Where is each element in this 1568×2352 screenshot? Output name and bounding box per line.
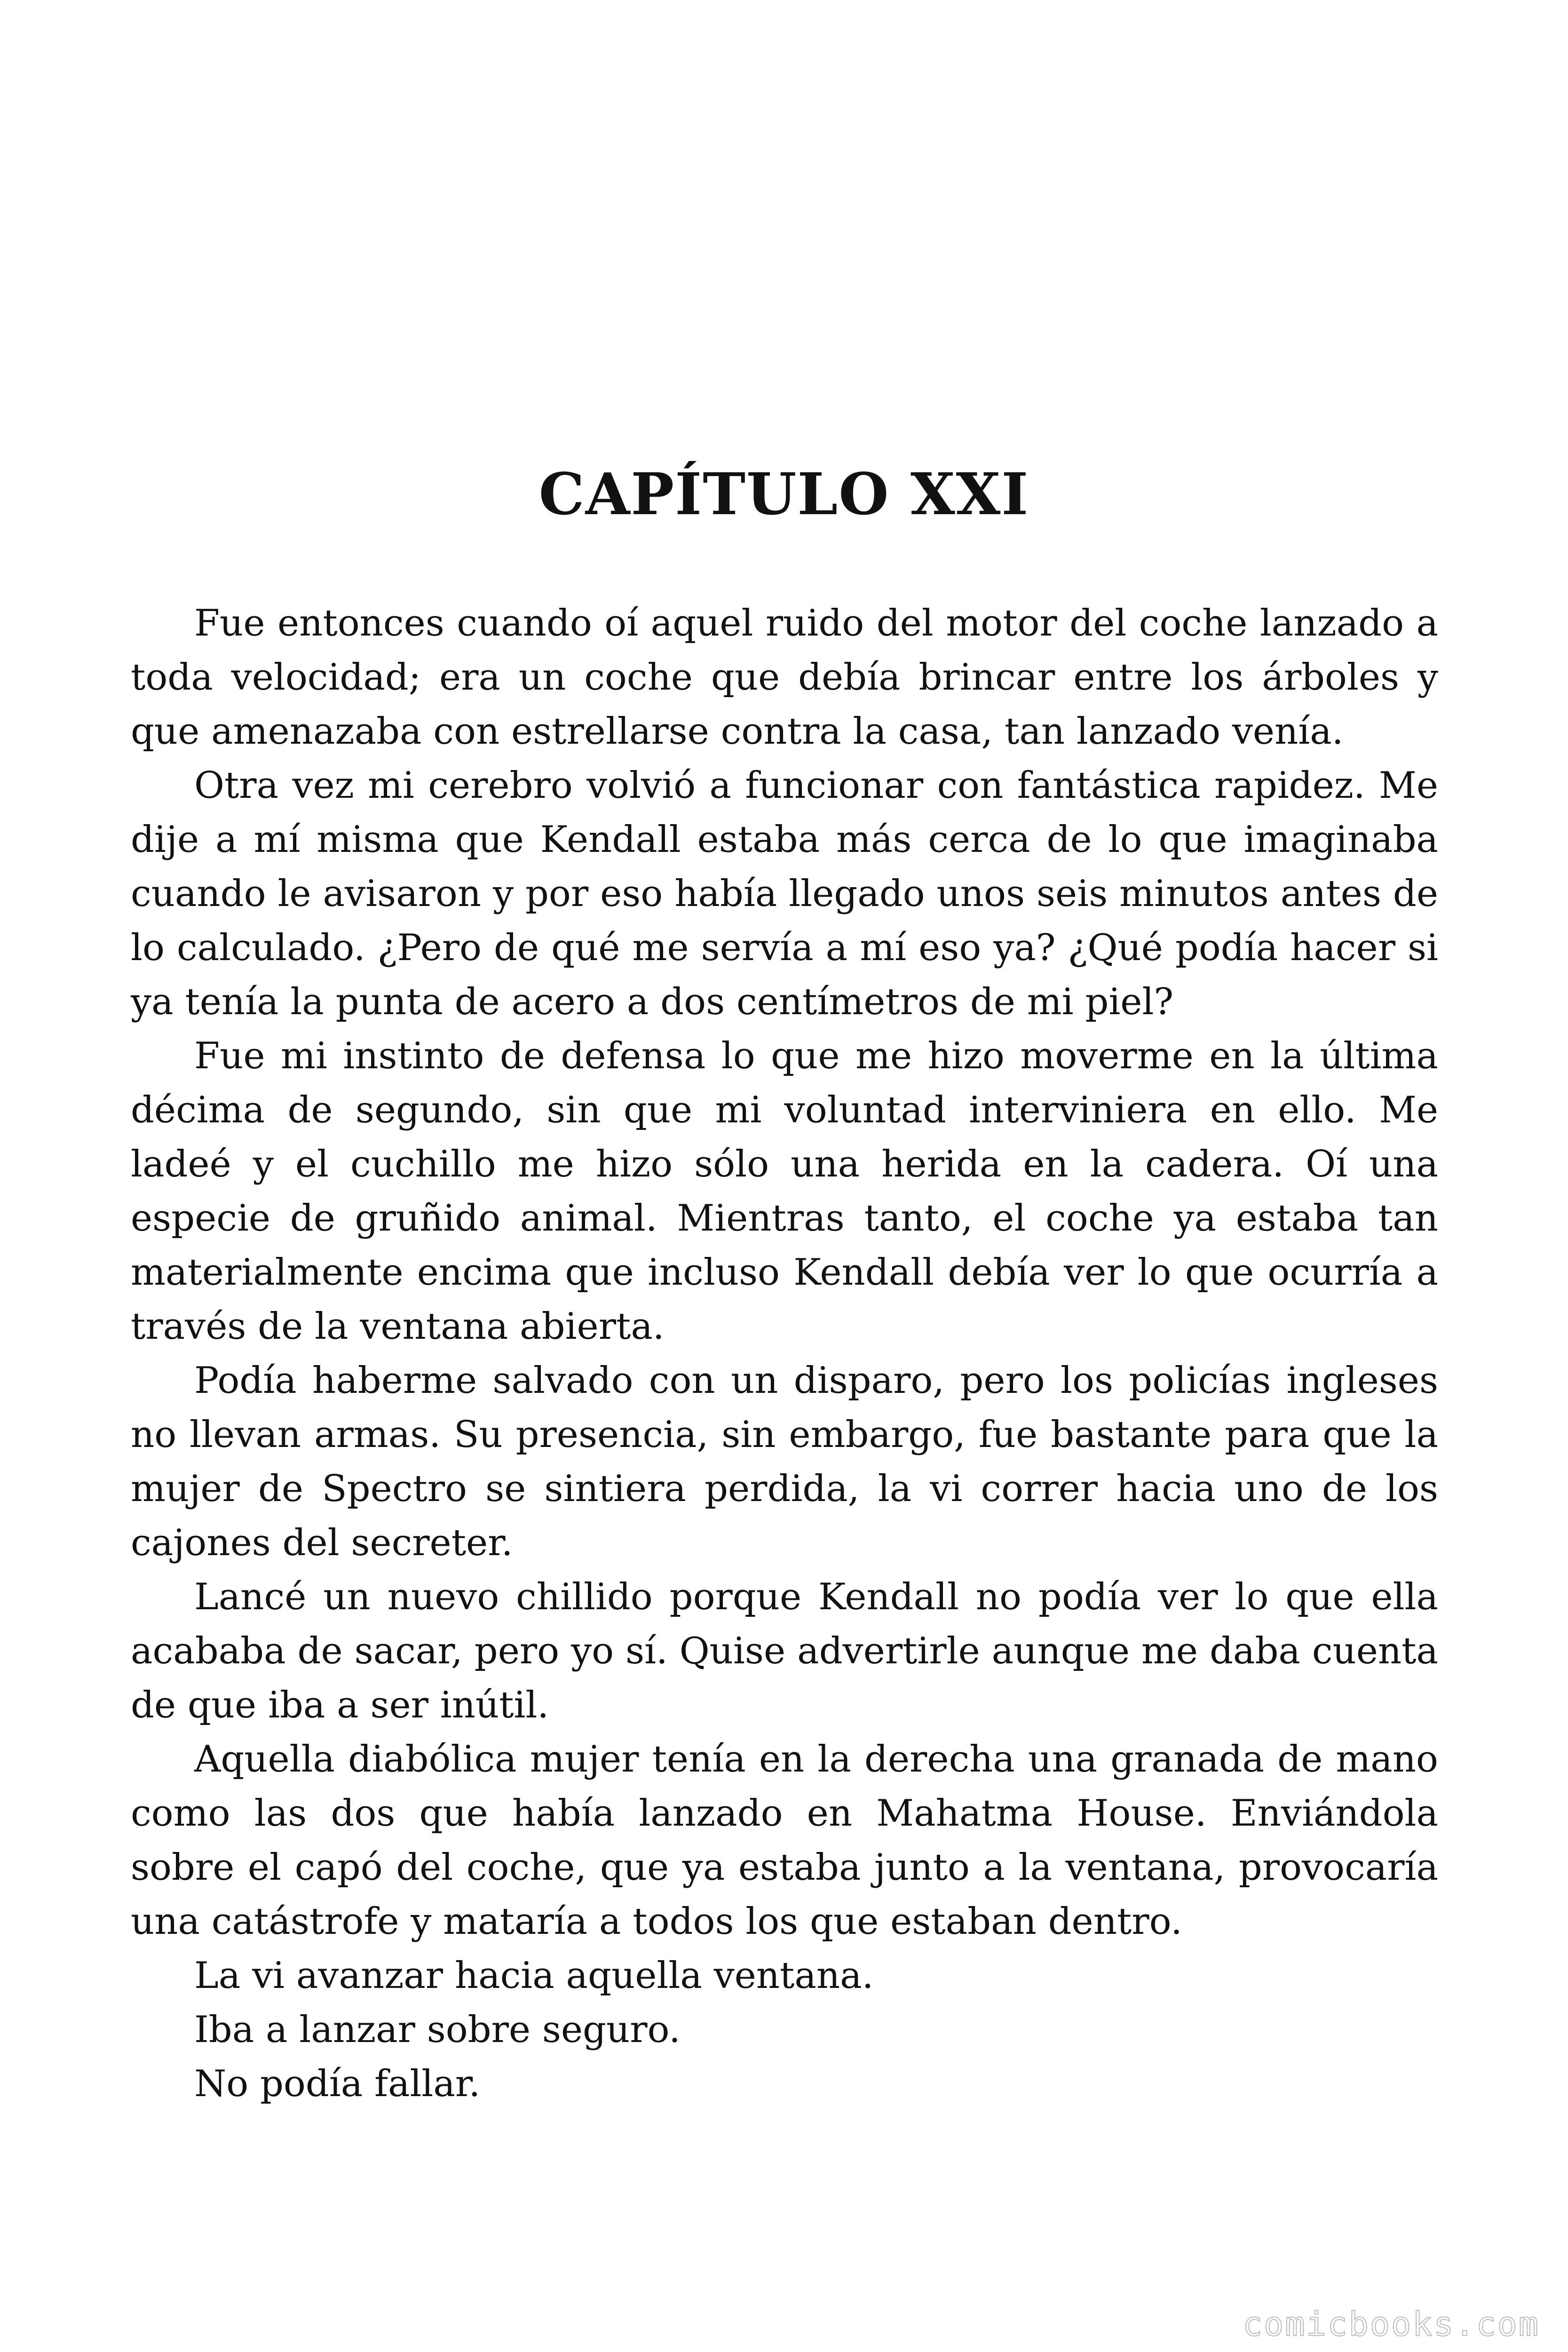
paragraph: No podía fallar. bbox=[194, 2063, 481, 2105]
paragraph: Iba a lanzar sobre seguro. bbox=[194, 2009, 681, 2051]
paragraph: Fue entonces cuando oí aquel ruido del motor del coche lanzado a toda velocidad; era un coche que debía brincar entre los árboles y que amenazaba con estrellarse contra la casa, tan lanzado venía. bbox=[131, 602, 1438, 753]
paragraph: Fue mi instinto de defensa lo que me hizo moverme en la última décima de segundo, sin que mi voluntad interviniera en ello. Me ladeé y el cuchillo me hizo sólo una herida en la cadera. Oí una especie de gruñido animal. Mientras tanto, el coche ya estaba tan materialmente encima que incluso Kendall debía ver lo que ocurría a través de la ventana abierta. bbox=[131, 1035, 1438, 1348]
chapter-title: CAPÍTULO XXI bbox=[539, 460, 1029, 528]
paragraph: Otra vez mi cerebro volvió a funcionar con fantástica rapidez. Me dije a mí misma que Kendall estaba más cerca de lo que imaginaba cuando le avisaron y por eso había llegado unos seis minutos antes de lo calculado. ¿Pero de qué me servía a mí eso ya? ¿Qué podía hacer si ya tenía la punta de acero a dos centímetros de mi piel? bbox=[131, 764, 1438, 1023]
paragraph: La vi avanzar hacia aquella ventana. bbox=[194, 1955, 874, 1997]
paragraph: Aquella diabólica mujer tenía en la derecha una granada de mano como las dos que había lanzado en Mahatma House. Enviándola sobre el capó del coche, que ya estaba junto a la ventana, provocaría una catástrofe y mataría a todos los que estaban dentro. bbox=[131, 1738, 1438, 1943]
chapter-body bbox=[131, 596, 1438, 2111]
watermark: comicbooks.com bbox=[1242, 2305, 1540, 2344]
paragraph: Podía haberme salvado con un disparo, pero los policías ingleses no llevan armas. Su presencia, sin embargo, fue bastante para que la mujer de Spectro se sintiera perdida, la vi correr hacia uno de los cajones del secreter. bbox=[131, 1359, 1438, 1564]
paragraph: Lancé un nuevo chillido porque Kendall no podía ver lo que ella acababa de sacar, pero yo sí. Quise advertirle aunque me daba cuenta de que iba a ser inútil. bbox=[131, 1576, 1438, 1726]
